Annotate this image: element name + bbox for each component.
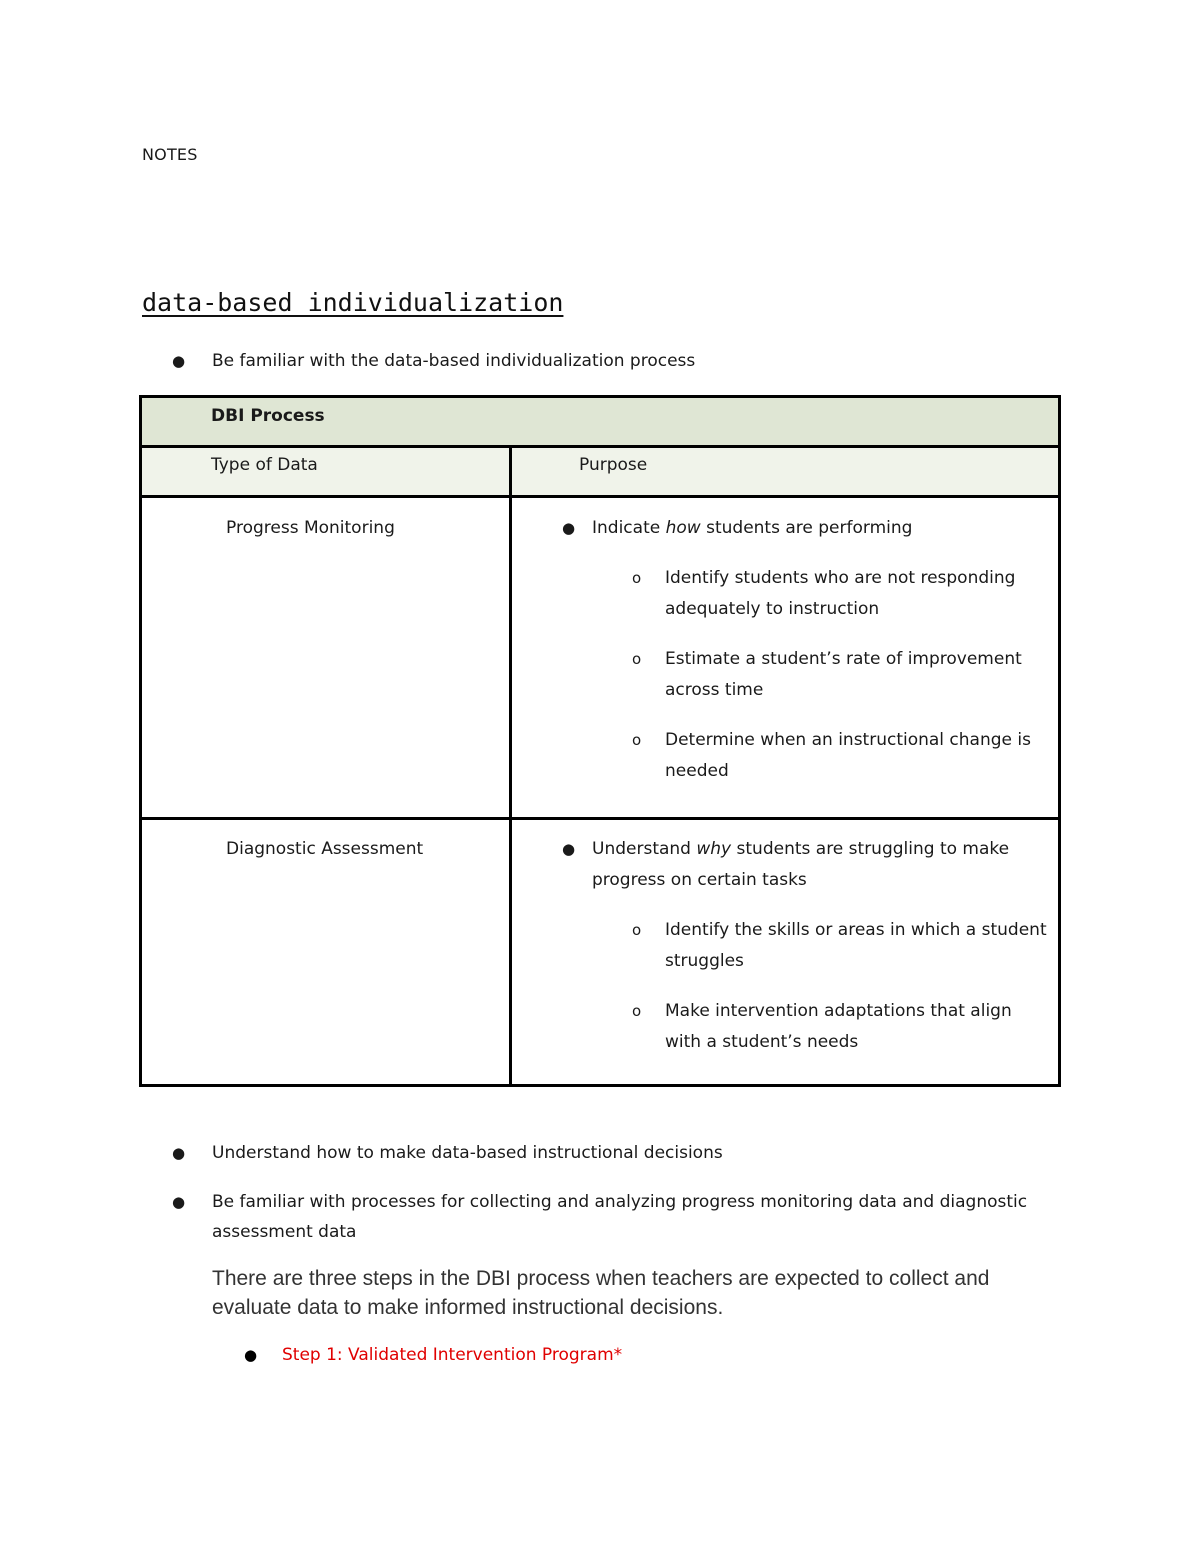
dbi-process-table [139,395,1061,1087]
row-type-diagnostic-assessment: Diagnostic Assessment [226,839,424,859]
sub-item-text: Estimate a student’s rate of improvement across time [665,649,1022,700]
bullet-icon: ● [244,1346,258,1364]
purpose-progress-monitoring [562,513,1052,787]
purpose-text: students are struggling to make progress on certain tasks [592,839,1010,890]
circle-bullet-icon: o [632,1002,642,1020]
table-column-header-row [142,448,1058,498]
purpose-emphasis: why [696,839,732,859]
bullet-icon: ● [172,1193,186,1211]
step-1-text: Step 1: Validated Intervention Program* [282,1345,623,1365]
purpose-diagnostic-assessment [562,834,1052,1058]
column-header-type: Type of Data [211,455,318,475]
circle-bullet-icon: o [632,569,642,587]
purpose-main-bullet [562,834,1052,896]
purpose-text: Indicate [592,518,666,538]
bullet-icon: ● [172,352,186,370]
purpose-sub-item [562,725,1052,787]
purpose-main-bullet [562,513,1052,544]
circle-bullet-icon: o [632,731,642,749]
purpose-text: Understand [592,839,697,859]
sub-item-text: Determine when an instructional change is needed [665,730,1031,781]
purpose-sub-item [562,915,1052,977]
sub-item-text: Identify the skills or areas in which a student struggles [665,920,1047,971]
purpose-sub-item [562,563,1052,625]
table-title: DBI Process [211,406,325,426]
purpose-sub-item [562,644,1052,706]
table-row-divider [142,817,1058,820]
table-column-divider [509,448,512,1084]
sub-item-text: Make intervention adaptations that align with a student’s needs [665,1001,1012,1052]
column-header-purpose: Purpose [579,455,648,475]
purpose-text: students are performing [700,518,913,538]
list-item-text: Be familiar with processes for collecting and analyzing progress monitoring data and diagnostic assessment data [212,1192,1028,1242]
sub-item-text: Identify students who are not responding adequately to instruction [665,568,1016,619]
intro-paragraph: There are three steps in the DBI process when teachers are expected to collect and evaluate data to make informed instructional decisions. [212,1267,990,1319]
list-item-text: Be familiar with the data-based individualization process [212,351,696,371]
circle-bullet-icon: o [632,921,642,939]
bullet-icon: ● [562,840,576,858]
bullet-icon: ● [172,1144,186,1162]
circle-bullet-icon: o [632,650,642,668]
table-header-row [142,398,1058,448]
section-heading: data-based individualization [142,288,564,317]
list-item-text: Understand how to make data-based instructional decisions [212,1143,723,1163]
purpose-emphasis: how [665,518,701,538]
notes-label: NOTES [142,145,198,164]
bullet-icon: ● [562,519,576,537]
purpose-sub-item [562,996,1052,1058]
row-type-progress-monitoring: Progress Monitoring [226,518,395,538]
